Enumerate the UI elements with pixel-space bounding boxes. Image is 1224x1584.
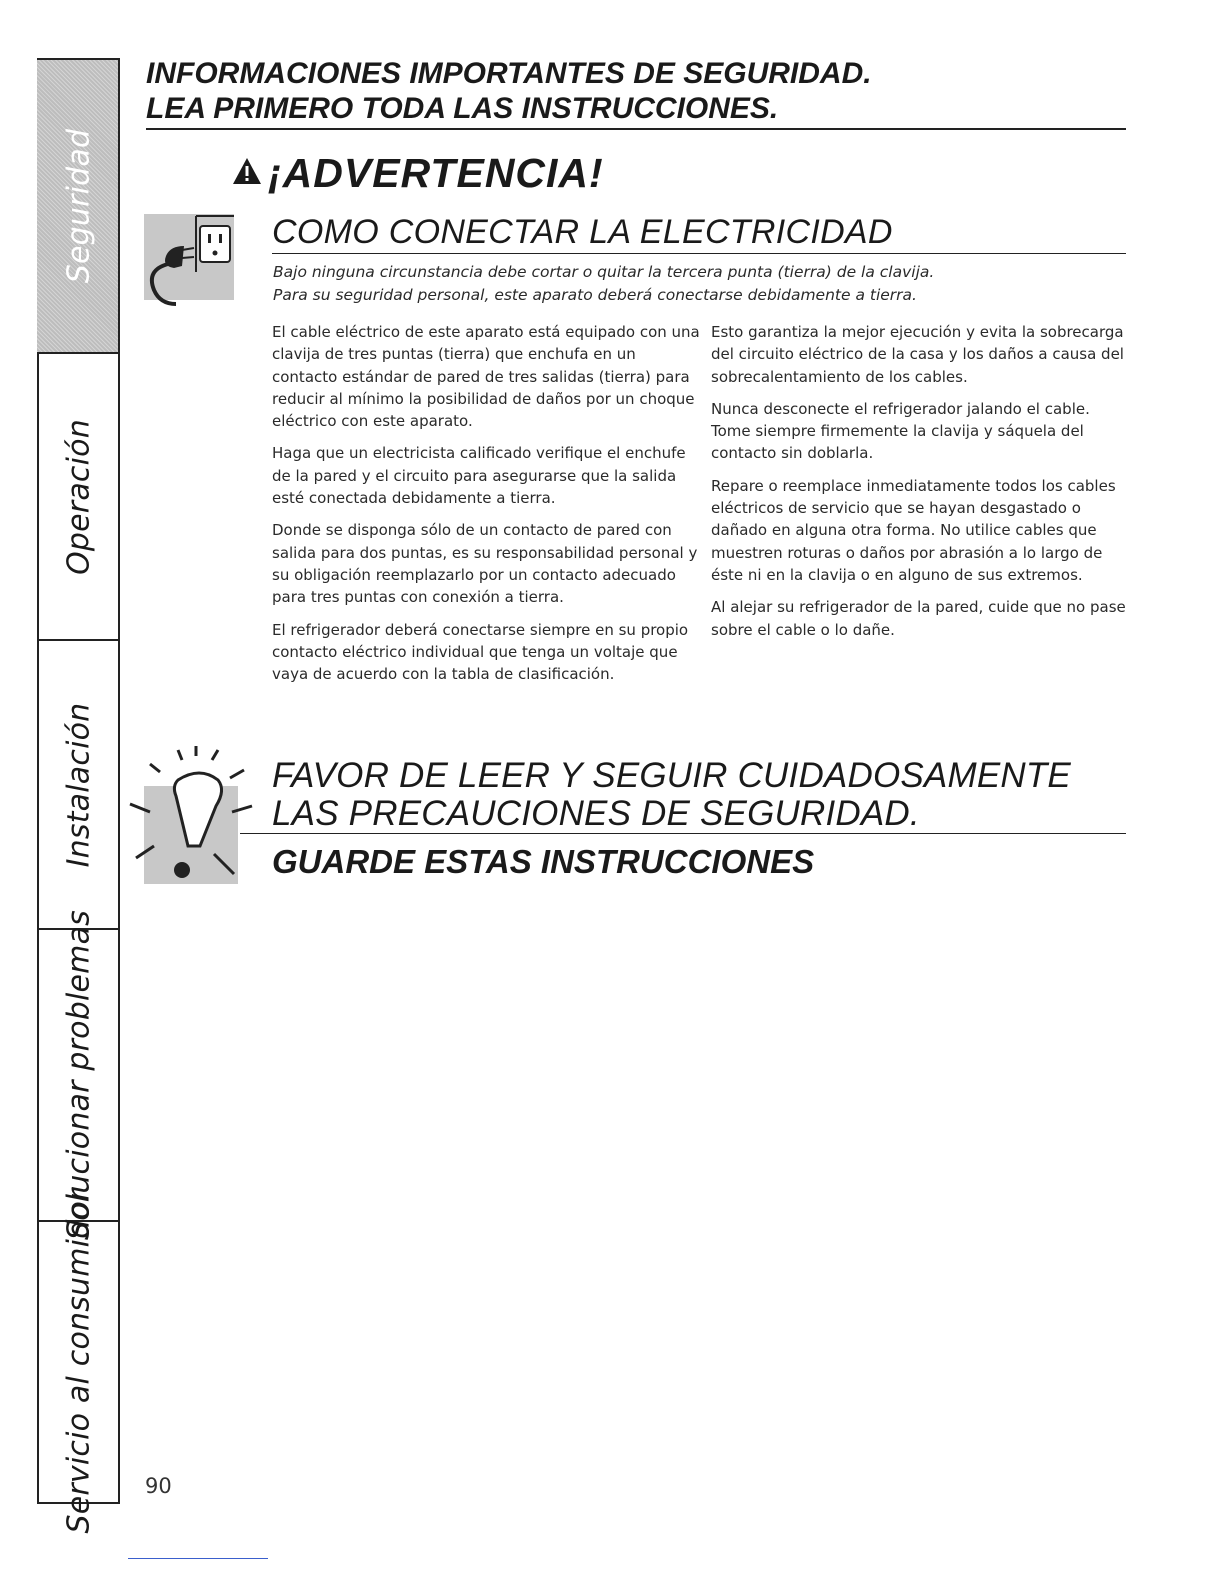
intro-line-2: Para su seguridad personal, este aparato deberá conectarse debidamente a tierra.: [273, 286, 917, 304]
precautions-line-2: LAS PRECAUCIONES DE SEGURIDAD.: [272, 794, 920, 833]
left-paragraph-4: El refrigerador deberá conectarse siempre en su propio contacto eléctrico individual que tenga un voltaje que vaya de acuerdo con la tabla de clasificación.: [272, 620, 689, 684]
page-title-line1: INFORMACIONES IMPORTANTES DE SEGURIDAD.: [146, 57, 872, 90]
left-paragraph-1: El cable eléctrico de este aparato está equipado con una clavija de tres puntas (tierra) que enchufa en un contacto estándar de pared de tres salidas (tierra) para reducir al mínimo la posibilidad de daños por un choque eléctrico con este aparato.: [272, 323, 700, 431]
right-paragraph-4: Al alejar su refrigerador de la pared, cuide que no pase sobre el cable o lo dañe.: [711, 598, 1126, 639]
electric-intro: [273, 261, 934, 307]
right-paragraph-3: Repare o reemplace inmediatamente todos los cables eléctricos de servicio que se hayan desgastado o dañado en alguna otra forma. No utilice cables que muestren roturas o daños por abrasión a lo largo de éste ni en la clavija o en alguno de sus extremos.: [711, 476, 1116, 584]
tab-instalacion-label: Instalación: [61, 702, 96, 867]
tab-solucionar-problemas[interactable]: [37, 909, 120, 1241]
right-paragraph-1: Esto garantiza la mejor ejecución y evita la sobrecarga del circuito eléctrico de la casa y los daños a causa del sobrecalentamiento de los cables.: [711, 323, 1124, 386]
precautions-divider: [240, 833, 1126, 834]
precautions-heading: [272, 757, 1071, 833]
tab-instalacion[interactable]: [37, 641, 120, 930]
tab-operacion-label: Operación: [61, 418, 96, 575]
tab-servicio-consumidor[interactable]: [37, 1188, 120, 1534]
footer-link-underline: [128, 1558, 268, 1559]
tab-servicio-consumidor-label: Servicio al consumidor: [61, 1188, 96, 1534]
tab-seguridad[interactable]: [37, 60, 120, 354]
plug-outlet-icon: [144, 212, 236, 312]
section-title-electricidad: COMO CONECTAR LA ELECTRICIDAD: [272, 213, 893, 251]
section-divider: [272, 253, 1126, 254]
precautions-line-1: FAVOR DE LEER Y SEGUIR CUIDADOSAMENTE: [272, 756, 1071, 795]
right-column: [711, 321, 1131, 651]
tab-operacion[interactable]: [37, 354, 120, 641]
right-paragraph-2: Nunca desconecte el refrigerador jalando el cable. Tome siempre firmemente la clavija y sáquela del contacto sin doblarla.: [711, 399, 1090, 463]
warning-triangle-icon: [232, 157, 262, 185]
page-number: 90: [145, 1474, 172, 1498]
page-title-line2: LEA PRIMERO TODA LAS INSTRUCCIONES.: [146, 92, 779, 125]
tab-solucionar-problemas-label: Solucionar problemas: [61, 909, 96, 1241]
warning-text: ¡ADVERTENCIA!: [268, 150, 604, 196]
page-title: [146, 56, 1126, 126]
title-divider: [146, 128, 1126, 130]
save-instructions-heading: GUARDE ESTAS INSTRUCCIONES: [272, 843, 815, 880]
side-tabs: [37, 58, 120, 1534]
lightbulb-exclamation-icon: [120, 742, 270, 892]
left-paragraph-2: Haga que un electricista calificado verifique el enchufe de la pared y el circuito para asegurarse que la salida esté conectada debidamente a tierra.: [272, 444, 686, 508]
intro-line-1: Bajo ninguna circunstancia debe cortar o quitar la tercera punta (tierra) de la clavija.: [273, 263, 935, 281]
left-paragraph-3: Donde se disponga sólo de un contacto de pared con salida para dos puntas, es su responsabilidad personal y su obligación reemplazarlo por un contacto adecuado para tres puntas con conexión a tierra.: [272, 521, 698, 607]
left-column: [272, 321, 702, 695]
tab-seguridad-label: Seguridad: [61, 128, 96, 284]
warning-heading: [232, 150, 604, 197]
